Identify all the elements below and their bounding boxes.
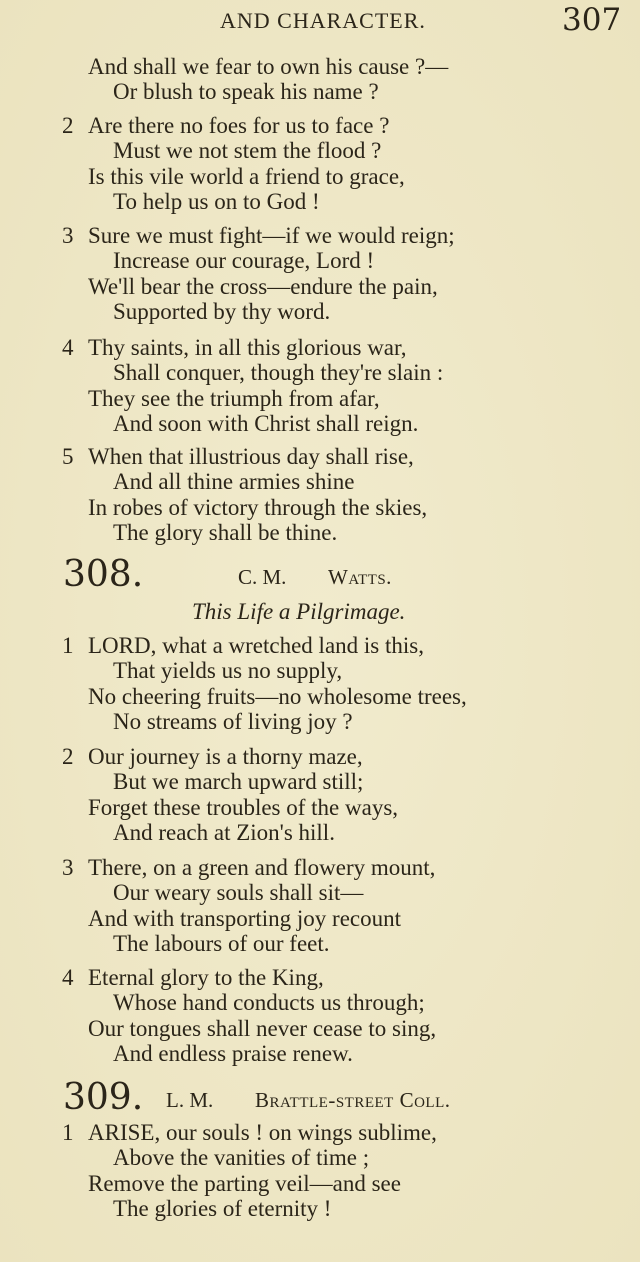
- verse-line: Remove the parting veil—and see: [88, 1170, 401, 1196]
- stanza-number: 4: [62, 965, 74, 990]
- verse-line: Whose hand conducts us through;: [113, 990, 425, 1016]
- hymn-meter: C. M.: [238, 565, 287, 589]
- hymn-number: 308.: [63, 554, 144, 595]
- stanza-number: 3: [62, 855, 74, 880]
- verse-line: LORD, what a wretched land is this,: [88, 633, 424, 658]
- verse-line: And with transporting joy recount: [88, 905, 402, 931]
- stanza-number: 3: [62, 223, 74, 248]
- verse-line: They see the triumph from afar,: [88, 385, 380, 411]
- verse-line: The glories of eternity !: [113, 1195, 332, 1221]
- verse-line: Supported by thy word.: [113, 298, 331, 324]
- verse-line: Increase our courage, Lord !: [113, 248, 375, 274]
- verse-line: And reach at Zion's hill.: [113, 819, 335, 845]
- stanza-number: 1: [62, 1120, 74, 1145]
- verse-line: And all thine armies shine: [113, 469, 355, 495]
- stanza-number: 1: [62, 633, 74, 658]
- verse-line: Or blush to speak his name ?: [113, 79, 379, 105]
- verse-line: Are there no foes for us to face ?: [88, 113, 390, 138]
- verse-line: Our weary souls shall sit—: [113, 880, 364, 906]
- stanza-number: 2: [62, 744, 74, 769]
- verse-line: Above the vanities of time ;: [113, 1145, 370, 1171]
- page-number: 307: [562, 2, 622, 38]
- verse-line: There, on a green and flowery mount,: [88, 855, 436, 880]
- verse-line: No cheering fruits—no wholesome trees,: [88, 683, 467, 709]
- verse-line: That yields us no supply,: [113, 658, 343, 684]
- verse-line: Sure we must fight—if we would reign;: [88, 223, 455, 248]
- verse-line: But we march upward still;: [113, 769, 364, 795]
- verse-line: Our journey is a thorny maze,: [88, 744, 363, 769]
- stanza-number: 4: [62, 335, 74, 360]
- verse-line: And soon with Christ shall reign.: [113, 410, 419, 436]
- verse-line: And shall we fear to own his cause ?—: [88, 54, 449, 79]
- verse-line: Forget these troubles of the ways,: [88, 794, 399, 820]
- verse-line: The glory shall be thine.: [113, 519, 338, 545]
- stanza-number: 2: [62, 113, 74, 138]
- verse-line: Is this vile world a friend to grace,: [88, 163, 405, 189]
- verse-line: ARISE, our souls ! on wings sublime,: [88, 1120, 437, 1145]
- verse-line: The labours of our feet.: [113, 930, 330, 956]
- verse-line: We'll bear the cross—endure the pain,: [88, 273, 438, 299]
- verse-line: Must we not stem the flood ?: [113, 138, 382, 164]
- verse-line: Thy saints, in all this glorious war,: [88, 335, 407, 360]
- verse-line: When that illustrious day shall rise,: [88, 444, 414, 469]
- verse-line: To help us on to God !: [113, 188, 320, 214]
- verse-line: In robes of victory through the skies,: [88, 494, 428, 520]
- running-title: AND CHARACTER.: [220, 8, 426, 33]
- verse-line: And endless praise renew.: [113, 1040, 353, 1066]
- hymn-author: Watts.: [328, 565, 392, 589]
- verse-line: Shall conquer, though they're slain :: [113, 360, 444, 386]
- hymn-title: This Life a Pilgrimage.: [192, 599, 406, 624]
- verse-line: Our tongues shall never cease to sing,: [88, 1015, 437, 1041]
- verse-line: Eternal glory to the King,: [88, 965, 324, 990]
- verse-line: No streams of living joy ?: [113, 708, 353, 734]
- hymn-author: Brattle-street Coll.: [255, 1088, 451, 1112]
- hymn-number: 309.: [63, 1077, 144, 1118]
- hymn-meter: L. M.: [166, 1088, 214, 1112]
- stanza-number: 5: [62, 444, 74, 469]
